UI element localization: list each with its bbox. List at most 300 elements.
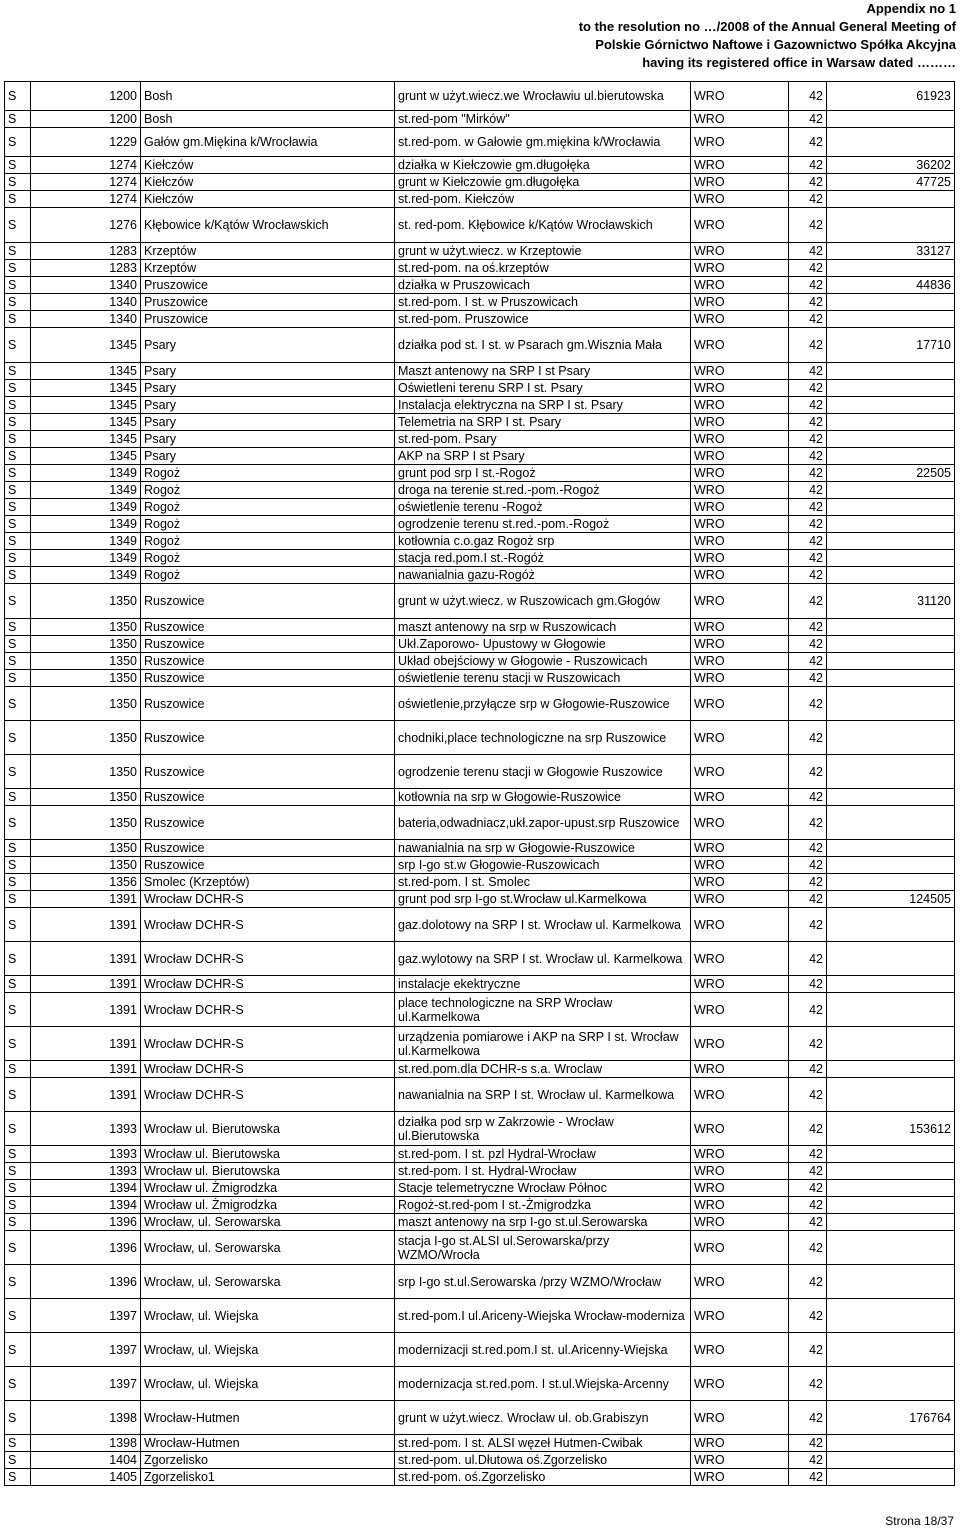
cell-desc: nawanialnia gazu-Rogóż	[395, 567, 691, 584]
cell-s: S	[5, 976, 31, 993]
cell-x: 42	[789, 670, 827, 687]
cell-n: 36202	[827, 157, 955, 174]
header-line-1: Appendix no 1	[866, 1, 956, 16]
cell-x: 42	[789, 260, 827, 277]
cell-s: S	[5, 363, 31, 380]
cell-desc: stacja I-go st.ALSI ul.Serowarska/przy WZMO/Wrocła	[395, 1231, 691, 1265]
cell-name: Wrocław DCHR-S	[141, 1078, 395, 1112]
cell-num: 1349	[31, 516, 141, 533]
cell-num: 1283	[31, 243, 141, 260]
cell-n	[827, 1197, 955, 1214]
cell-x: 42	[789, 1452, 827, 1469]
cell-num: 1393	[31, 1163, 141, 1180]
cell-x: 42	[789, 243, 827, 260]
cell-desc: grunt w użyt.wiecz. w Ruszowicach gm.Głogów	[395, 584, 691, 619]
cell-n	[827, 1265, 955, 1299]
cell-x: 42	[789, 567, 827, 584]
cell-name: Wrocław DCHR-S	[141, 891, 395, 908]
cell-s: S	[5, 942, 31, 976]
cell-num: 1340	[31, 277, 141, 294]
cell-x: 42	[789, 516, 827, 533]
cell-num: 1350	[31, 806, 141, 840]
cell-name: Kłębowice k/Kątów Wrocławskich	[141, 208, 395, 243]
cell-num: 1396	[31, 1265, 141, 1299]
cell-num: 1274	[31, 174, 141, 191]
cell-x: 42	[789, 1078, 827, 1112]
cell-n	[827, 1061, 955, 1078]
cell-num: 1349	[31, 550, 141, 567]
cell-x: 42	[789, 1435, 827, 1452]
cell-num: 1350	[31, 584, 141, 619]
cell-x: 42	[789, 397, 827, 414]
cell-name: Wrocław ul. Żmigrodzka	[141, 1197, 395, 1214]
cell-desc: st.red-pom. I st. pzl Hydral-Wrocław	[395, 1146, 691, 1163]
table-row	[5, 1061, 955, 1078]
table-row	[5, 1469, 955, 1486]
table-row	[5, 363, 955, 380]
cell-name: Wrocław-Hutmen	[141, 1435, 395, 1452]
header-line-2: to the resolution no …/2008 of the Annual General Meeting of	[578, 19, 956, 34]
cell-n: 31120	[827, 584, 955, 619]
cell-s: S	[5, 1214, 31, 1231]
cell-name: Psary	[141, 431, 395, 448]
cell-name: Ruszowice	[141, 687, 395, 721]
table-row	[5, 806, 955, 840]
cell-s: S	[5, 891, 31, 908]
cell-wro: WRO	[691, 806, 789, 840]
cell-s: S	[5, 1197, 31, 1214]
cell-s: S	[5, 1333, 31, 1367]
cell-wro: WRO	[691, 1299, 789, 1333]
cell-x: 42	[789, 1367, 827, 1401]
cell-x: 42	[789, 976, 827, 993]
cell-desc: maszt antenowy na srp w Ruszowicach	[395, 619, 691, 636]
cell-desc: nawanialnia na srp w Głogowie-Ruszowice	[395, 840, 691, 857]
cell-wro: WRO	[691, 414, 789, 431]
cell-desc: place technologiczne na SRP Wrocław ul.Karmelkowa	[395, 993, 691, 1027]
cell-desc: grunt pod srp I-go st.Wrocław ul.Karmelkowa	[395, 891, 691, 908]
cell-name: Ruszowice	[141, 619, 395, 636]
cell-x: 42	[789, 208, 827, 243]
cell-s: S	[5, 1112, 31, 1146]
table-row	[5, 653, 955, 670]
cell-name: Rogoż	[141, 465, 395, 482]
cell-s: S	[5, 789, 31, 806]
cell-s: S	[5, 431, 31, 448]
cell-name: Wrocław ul. Bierutowska	[141, 1163, 395, 1180]
cell-s: S	[5, 174, 31, 191]
cell-name: Bosh	[141, 82, 395, 111]
cell-s: S	[5, 82, 31, 111]
cell-desc: instalacje ekektryczne	[395, 976, 691, 993]
cell-desc: st.red-pom. oś.Zgorzelisko	[395, 1469, 691, 1486]
table-row	[5, 636, 955, 653]
table-row	[5, 1435, 955, 1452]
cell-n	[827, 516, 955, 533]
cell-desc: chodniki,place technologiczne na srp Ruszowice	[395, 721, 691, 755]
cell-name: Krzeptów	[141, 243, 395, 260]
cell-n	[827, 1214, 955, 1231]
cell-name: Wrocław, ul. Serowarska	[141, 1214, 395, 1231]
cell-x: 42	[789, 1401, 827, 1435]
cell-num: 1391	[31, 976, 141, 993]
cell-name: Wrocław ul. Bierutowska	[141, 1146, 395, 1163]
cell-name: Wrocław ul. Żmigrodzka	[141, 1180, 395, 1197]
cell-name: Wrocław, ul. Serowarska	[141, 1265, 395, 1299]
asset-table-body	[5, 82, 955, 1486]
cell-x: 42	[789, 1197, 827, 1214]
cell-name: Ruszowice	[141, 653, 395, 670]
cell-num: 1350	[31, 840, 141, 857]
cell-n	[827, 414, 955, 431]
cell-name: Rogoż	[141, 550, 395, 567]
cell-x: 42	[789, 653, 827, 670]
cell-num: 1274	[31, 157, 141, 174]
cell-n	[827, 687, 955, 721]
cell-wro: WRO	[691, 908, 789, 942]
cell-s: S	[5, 111, 31, 128]
cell-n	[827, 397, 955, 414]
cell-x: 42	[789, 465, 827, 482]
table-row	[5, 619, 955, 636]
cell-wro: WRO	[691, 128, 789, 157]
cell-name: Ruszowice	[141, 857, 395, 874]
cell-x: 42	[789, 294, 827, 311]
cell-x: 42	[789, 908, 827, 942]
cell-desc: maszt antenowy na srp I-go st.ul.Serowarska	[395, 1214, 691, 1231]
cell-wro: WRO	[691, 277, 789, 294]
cell-wro: WRO	[691, 721, 789, 755]
cell-desc: oświetlenie,przyłącze srp w Głogowie-Ruszowice	[395, 687, 691, 721]
cell-name: Zgorzelisko	[141, 1452, 395, 1469]
cell-desc: Układ obejściowy w Głogowie - Ruszowicach	[395, 653, 691, 670]
cell-wro: WRO	[691, 363, 789, 380]
cell-n	[827, 789, 955, 806]
cell-n	[827, 1367, 955, 1401]
cell-s: S	[5, 128, 31, 157]
cell-x: 42	[789, 1265, 827, 1299]
cell-num: 1356	[31, 874, 141, 891]
page-number: Strona 18/37	[885, 1514, 954, 1528]
cell-num: 1345	[31, 380, 141, 397]
cell-n	[827, 670, 955, 687]
table-row	[5, 516, 955, 533]
table-row	[5, 755, 955, 789]
cell-desc: st.red-pom. I st. Hydral-Wrocław	[395, 1163, 691, 1180]
cell-num: 1397	[31, 1333, 141, 1367]
cell-n	[827, 1452, 955, 1469]
cell-s: S	[5, 567, 31, 584]
cell-num: 1396	[31, 1231, 141, 1265]
cell-desc: grunt w użyt.wiecz. Wrocław ul. ob.Grabiszyn	[395, 1401, 691, 1435]
cell-desc: Ukł.Zaporowo- Upustowy w Głogowie	[395, 636, 691, 653]
cell-desc: kotłownia na srp w Głogowie-Ruszowice	[395, 789, 691, 806]
cell-wro: WRO	[691, 1367, 789, 1401]
cell-s: S	[5, 157, 31, 174]
cell-name: Wrocław, ul. Wiejska	[141, 1299, 395, 1333]
cell-s: S	[5, 533, 31, 550]
cell-name: Rogoż	[141, 533, 395, 550]
cell-s: S	[5, 380, 31, 397]
cell-n	[827, 567, 955, 584]
cell-x: 42	[789, 857, 827, 874]
cell-s: S	[5, 1435, 31, 1452]
cell-name: Psary	[141, 363, 395, 380]
cell-n: 176764	[827, 1401, 955, 1435]
cell-wro: WRO	[691, 1435, 789, 1452]
cell-wro: WRO	[691, 328, 789, 363]
cell-x: 42	[789, 687, 827, 721]
cell-x: 42	[789, 311, 827, 328]
cell-num: 1391	[31, 1078, 141, 1112]
cell-x: 42	[789, 482, 827, 499]
cell-n	[827, 857, 955, 874]
cell-x: 42	[789, 789, 827, 806]
table-row	[5, 157, 955, 174]
cell-name: Wrocław DCHR-S	[141, 1027, 395, 1061]
cell-name: Wrocław DCHR-S	[141, 908, 395, 942]
table-row	[5, 874, 955, 891]
cell-n	[827, 260, 955, 277]
cell-wro: WRO	[691, 499, 789, 516]
cell-s: S	[5, 1231, 31, 1265]
cell-s: S	[5, 294, 31, 311]
cell-wro: WRO	[691, 755, 789, 789]
cell-name: Psary	[141, 328, 395, 363]
cell-num: 1404	[31, 1452, 141, 1469]
asset-table	[4, 81, 955, 1486]
cell-wro: WRO	[691, 294, 789, 311]
cell-s: S	[5, 840, 31, 857]
cell-num: 1350	[31, 755, 141, 789]
table-row	[5, 1231, 955, 1265]
table-row	[5, 1401, 955, 1435]
table-row	[5, 397, 955, 414]
cell-wro: WRO	[691, 619, 789, 636]
cell-name: Kiełczów	[141, 157, 395, 174]
cell-desc: srp I-go st.ul.Serowarska /przy WZMO/Wrocław	[395, 1265, 691, 1299]
cell-n	[827, 499, 955, 516]
cell-wro: WRO	[691, 891, 789, 908]
cell-num: 1350	[31, 653, 141, 670]
cell-desc: działka pod st. I st. w Psarach gm.Wisznia Mała	[395, 328, 691, 363]
cell-name: Ruszowice	[141, 670, 395, 687]
table-row	[5, 1197, 955, 1214]
cell-x: 42	[789, 721, 827, 755]
header-line-4: having its registered office in Warsaw dated ………	[642, 55, 956, 70]
cell-desc: kotłownia c.o.gaz Rogoż srp	[395, 533, 691, 550]
cell-wro: WRO	[691, 636, 789, 653]
cell-x: 42	[789, 277, 827, 294]
cell-num: 1349	[31, 567, 141, 584]
table-row	[5, 311, 955, 328]
cell-desc: działka w Pruszowicach	[395, 277, 691, 294]
cell-name: Ruszowice	[141, 636, 395, 653]
cell-name: Smolec (Krzeptów)	[141, 874, 395, 891]
cell-n: 47725	[827, 174, 955, 191]
cell-num: 1391	[31, 908, 141, 942]
table-row	[5, 414, 955, 431]
cell-wro: WRO	[691, 260, 789, 277]
cell-n	[827, 1163, 955, 1180]
cell-num: 1345	[31, 397, 141, 414]
cell-desc: st.red-pom. I st. Smolec	[395, 874, 691, 891]
table-row	[5, 789, 955, 806]
cell-desc: Maszt antenowy na SRP I st Psary	[395, 363, 691, 380]
cell-s: S	[5, 499, 31, 516]
cell-num: 1349	[31, 482, 141, 499]
cell-s: S	[5, 636, 31, 653]
cell-num: 1350	[31, 789, 141, 806]
cell-s: S	[5, 208, 31, 243]
cell-name: Ruszowice	[141, 840, 395, 857]
cell-name: Wrocław, ul. Wiejska	[141, 1333, 395, 1367]
cell-wro: WRO	[691, 670, 789, 687]
cell-name: Wrocław DCHR-S	[141, 1061, 395, 1078]
cell-wro: WRO	[691, 243, 789, 260]
cell-s: S	[5, 414, 31, 431]
cell-name: Psary	[141, 414, 395, 431]
cell-x: 42	[789, 942, 827, 976]
cell-num: 1391	[31, 891, 141, 908]
table-row	[5, 277, 955, 294]
table-row	[5, 260, 955, 277]
cell-desc: modernizacji st.red.pom.I st. ul.Aricenny-Wiejska	[395, 1333, 691, 1367]
cell-desc: nawanialnia na SRP I st. Wrocław ul. Karmelkowa	[395, 1078, 691, 1112]
cell-desc: urządzenia pomiarowe i AKP na SRP I st. Wrocław ul.Karmelkowa	[395, 1027, 691, 1061]
cell-s: S	[5, 550, 31, 567]
cell-desc: st.red-pom. na oś.krzeptów	[395, 260, 691, 277]
cell-n	[827, 208, 955, 243]
cell-x: 42	[789, 111, 827, 128]
cell-name: Wrocław DCHR-S	[141, 942, 395, 976]
cell-num: 1200	[31, 82, 141, 111]
cell-x: 42	[789, 328, 827, 363]
cell-desc: st.red-pom. Psary	[395, 431, 691, 448]
cell-x: 42	[789, 1231, 827, 1265]
table-row	[5, 1146, 955, 1163]
cell-num: 1393	[31, 1146, 141, 1163]
cell-wro: WRO	[691, 482, 789, 499]
cell-wro: WRO	[691, 584, 789, 619]
cell-x: 42	[789, 993, 827, 1027]
cell-x: 42	[789, 619, 827, 636]
cell-n: 44836	[827, 277, 955, 294]
table-row	[5, 533, 955, 550]
cell-s: S	[5, 1027, 31, 1061]
cell-n	[827, 653, 955, 670]
cell-desc: droga na terenie st.red.-pom.-Rogoż	[395, 482, 691, 499]
cell-x: 42	[789, 82, 827, 111]
cell-x: 42	[789, 1061, 827, 1078]
table-row	[5, 174, 955, 191]
cell-num: 1283	[31, 260, 141, 277]
table-row	[5, 584, 955, 619]
cell-s: S	[5, 1299, 31, 1333]
cell-s: S	[5, 1078, 31, 1112]
cell-s: S	[5, 670, 31, 687]
cell-desc: st.red-pom "Mirków"	[395, 111, 691, 128]
table-row	[5, 1299, 955, 1333]
cell-wro: WRO	[691, 976, 789, 993]
cell-s: S	[5, 1163, 31, 1180]
cell-desc: grunt w użyt.wiecz.we Wrocławiu ul.bierutowska	[395, 82, 691, 111]
cell-wro: WRO	[691, 111, 789, 128]
cell-desc: Telemetria na SRP I st. Psary	[395, 414, 691, 431]
cell-n	[827, 311, 955, 328]
cell-n: 153612	[827, 1112, 955, 1146]
cell-num: 1349	[31, 465, 141, 482]
cell-wro: WRO	[691, 448, 789, 465]
cell-s: S	[5, 260, 31, 277]
cell-desc: Stacje telemetryczne Wrocław Północ	[395, 1180, 691, 1197]
table-row	[5, 993, 955, 1027]
cell-n: 61923	[827, 82, 955, 111]
cell-num: 1229	[31, 128, 141, 157]
cell-n	[827, 721, 955, 755]
cell-x: 42	[789, 533, 827, 550]
cell-x: 42	[789, 1214, 827, 1231]
table-row	[5, 499, 955, 516]
cell-wro: WRO	[691, 550, 789, 567]
cell-s: S	[5, 653, 31, 670]
cell-x: 42	[789, 891, 827, 908]
cell-s: S	[5, 806, 31, 840]
table-row	[5, 1163, 955, 1180]
table-row	[5, 448, 955, 465]
cell-wro: WRO	[691, 533, 789, 550]
table-row	[5, 111, 955, 128]
cell-num: 1350	[31, 857, 141, 874]
cell-s: S	[5, 243, 31, 260]
cell-x: 42	[789, 755, 827, 789]
cell-x: 42	[789, 840, 827, 857]
cell-name: Rogoż	[141, 516, 395, 533]
cell-wro: WRO	[691, 1265, 789, 1299]
cell-name: Ruszowice	[141, 806, 395, 840]
cell-n	[827, 533, 955, 550]
cell-s: S	[5, 1452, 31, 1469]
cell-name: Psary	[141, 397, 395, 414]
cell-n: 124505	[827, 891, 955, 908]
cell-x: 42	[789, 191, 827, 208]
cell-wro: WRO	[691, 1197, 789, 1214]
cell-wro: WRO	[691, 191, 789, 208]
cell-s: S	[5, 1401, 31, 1435]
table-row	[5, 976, 955, 993]
cell-n	[827, 128, 955, 157]
cell-num: 1340	[31, 294, 141, 311]
cell-s: S	[5, 465, 31, 482]
cell-x: 42	[789, 431, 827, 448]
cell-num: 1398	[31, 1401, 141, 1435]
cell-x: 42	[789, 1112, 827, 1146]
cell-s: S	[5, 482, 31, 499]
cell-num: 1345	[31, 363, 141, 380]
cell-s: S	[5, 397, 31, 414]
cell-x: 42	[789, 550, 827, 567]
cell-desc: grunt pod srp I st.-Rogoż	[395, 465, 691, 482]
table-row	[5, 191, 955, 208]
cell-name: Psary	[141, 448, 395, 465]
cell-s: S	[5, 1180, 31, 1197]
cell-n	[827, 1469, 955, 1486]
cell-num: 1397	[31, 1299, 141, 1333]
cell-name: Wrocław, ul. Wiejska	[141, 1367, 395, 1401]
cell-wro: WRO	[691, 789, 789, 806]
cell-wro: WRO	[691, 465, 789, 482]
cell-num: 1350	[31, 687, 141, 721]
